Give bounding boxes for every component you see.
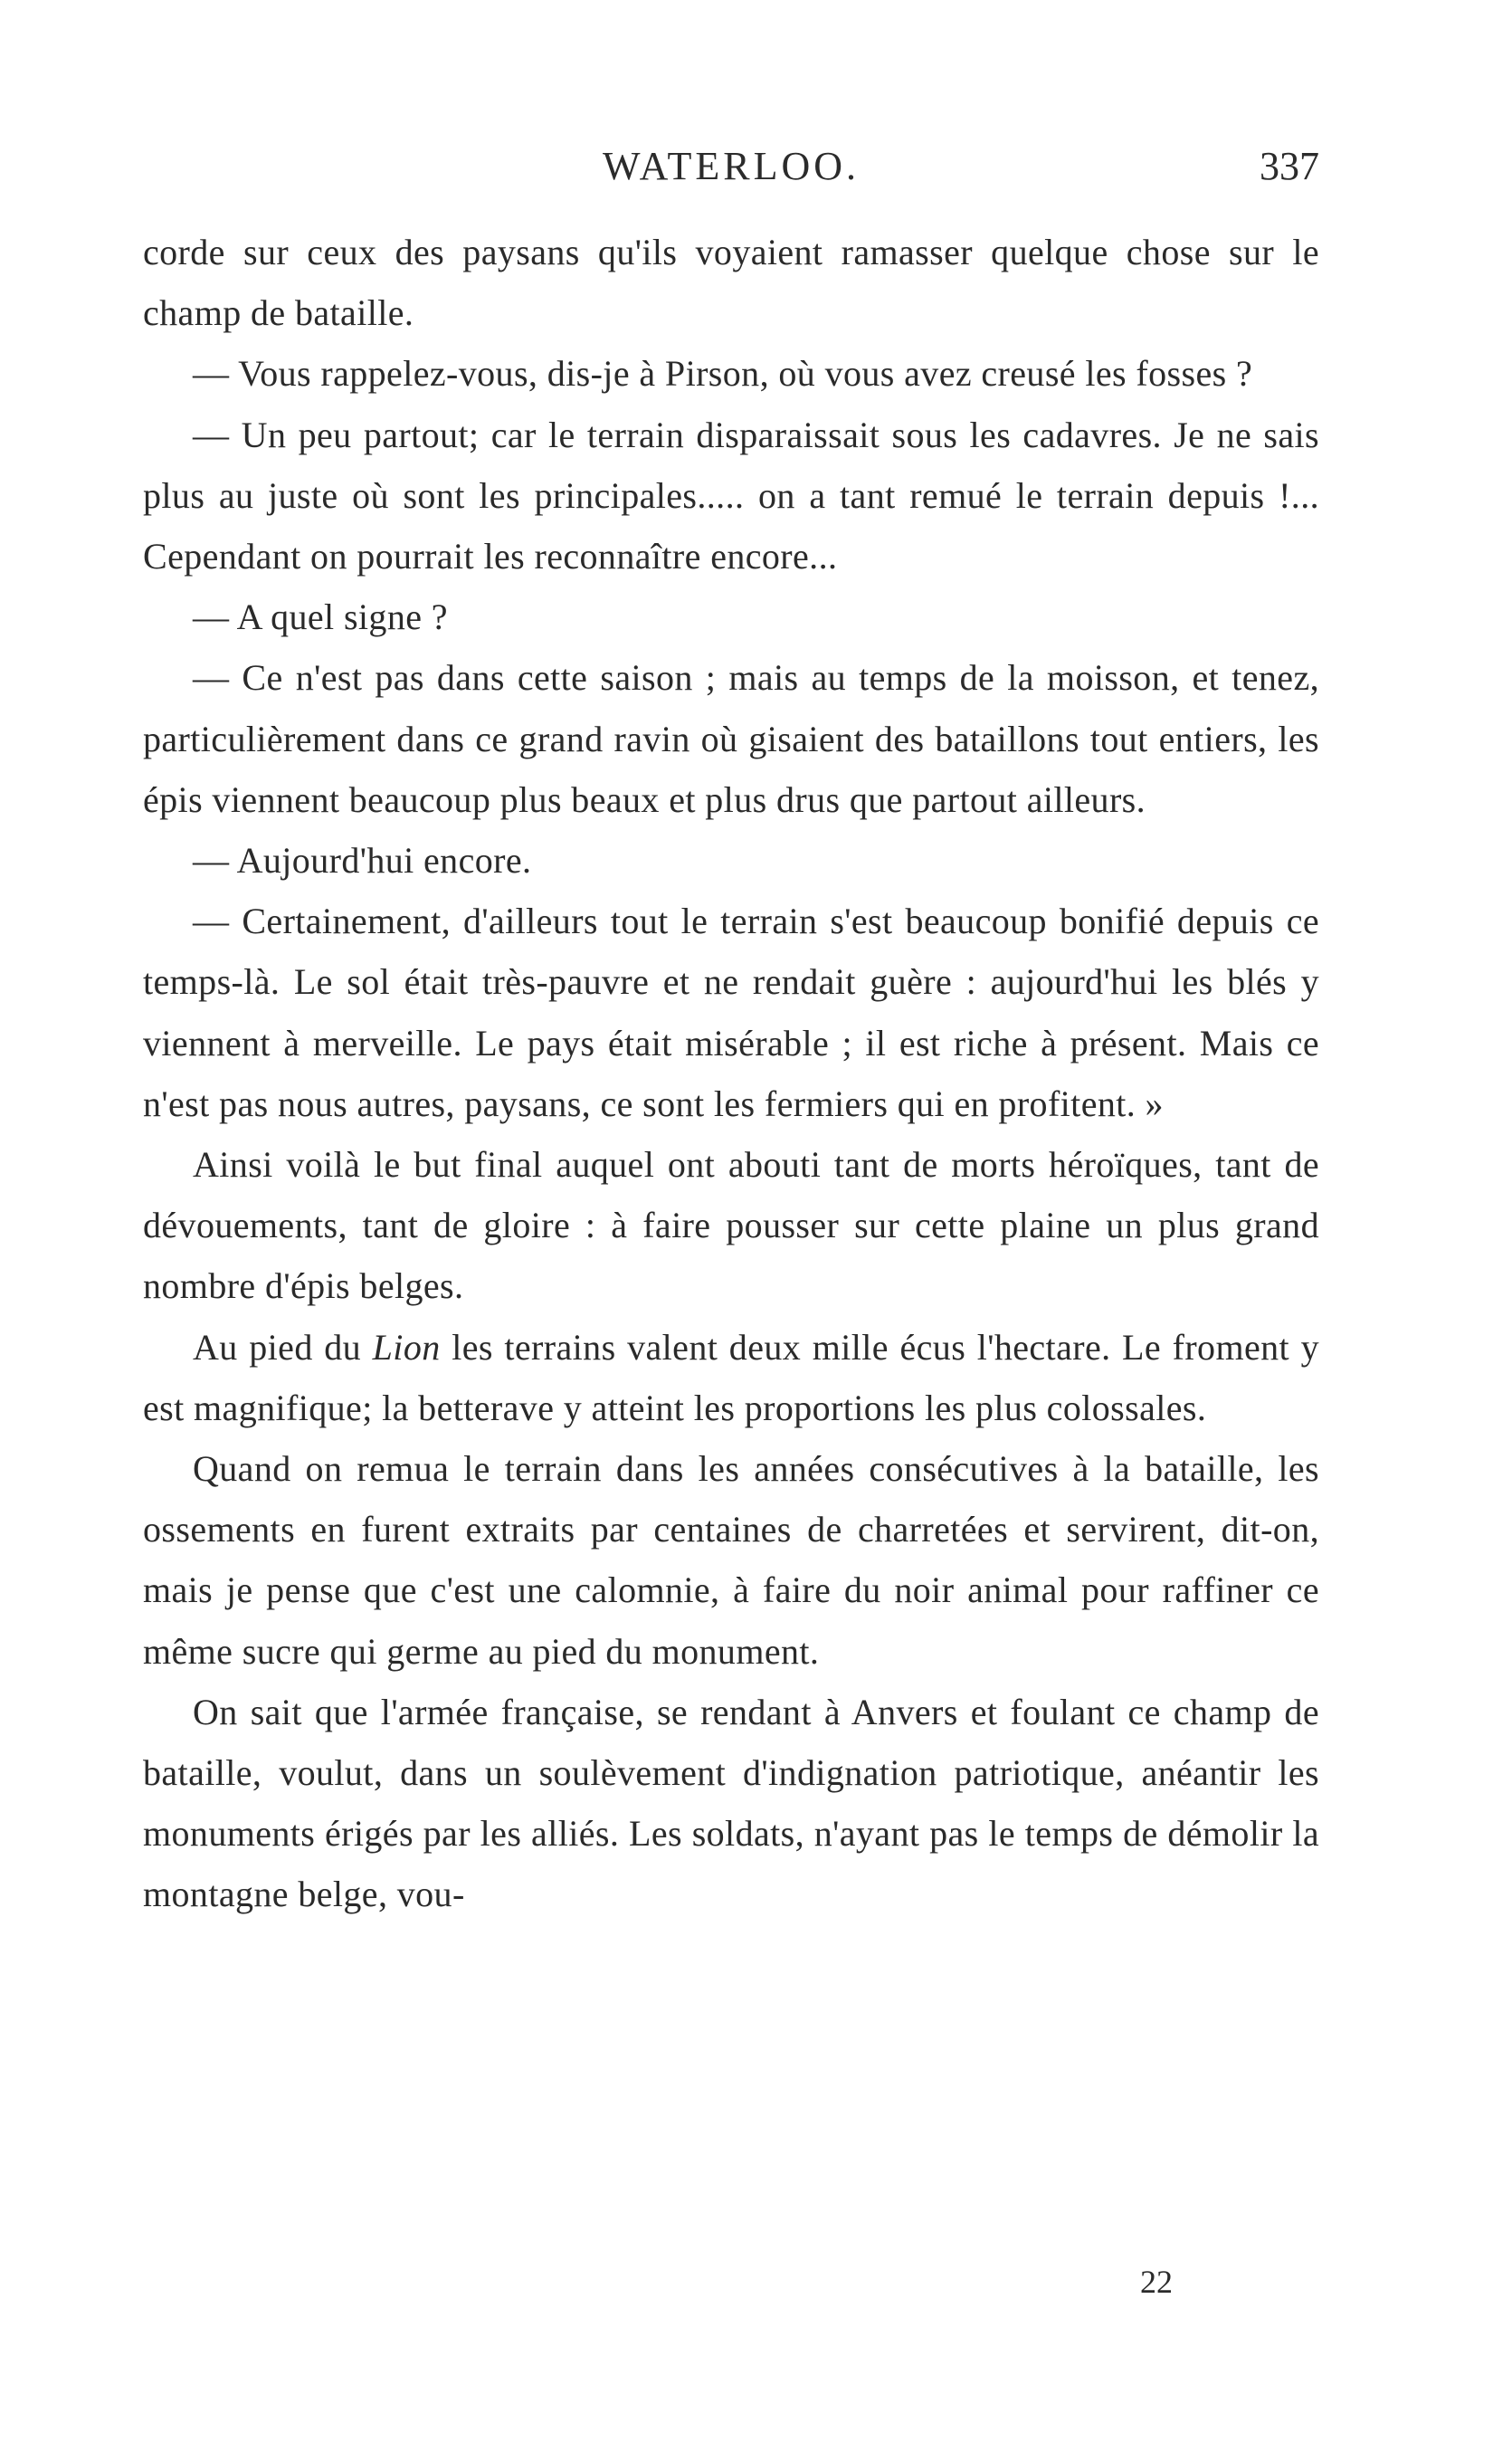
dialogue-answer-certainly: — Certainement, d'ailleurs tout le terrain s'est beaucoup bonifié depuis ce temps-là. Le sol était très-pauvre et ne rendait guère : aujourd'hui les blés y viennent à merveille. Le pays était misérable ; il est riche à présent. Mais ce n'est pas nous autres, paysans, ce sont les fermiers qui en profitent. » (143, 901, 1319, 1124)
dialogue-question-today: — Aujourd'hui encore. (193, 840, 532, 882)
body-text (143, 222, 1319, 1925)
page-number: 337 (1260, 144, 1319, 188)
lion-text-before: Au pied du (193, 1326, 373, 1368)
running-title: WATERLOO. (602, 144, 861, 188)
dialogue-answer-harvest: — Ce n'est pas dans cette saison ; mais au temps de la moisson, et tenez, particulièrement dans ce grand ravin où gisaient des bataillons tout entiers, les épis viennent beaucoup plus beaux et plus drus que partout ailleurs. (143, 657, 1319, 820)
paragraph-french-army: On sait que l'armée française, se rendant à Anvers et foulant ce champ de bataille, voulut, dans un soulèvement d'indignation patriotique, anéantir les monuments érigés par les alliés. Les soldats, n'ayant pas le temps de démolir la montagne belge, vou- (143, 1691, 1319, 1915)
paragraph-lion (143, 1317, 1319, 1438)
dialogue-question-sign: — A quel signe ? (193, 596, 448, 638)
signature-mark: 22 (1140, 2264, 1173, 2300)
lion-italic: Lion (372, 1326, 441, 1368)
paragraph-final-goal: Ainsi voilà le but final auquel ont abouti tant de morts héroïques, tant de dévouements, tant de gloire : à faire pousser sur cette plaine un plus grand nombre d'épis belges. (143, 1144, 1319, 1307)
lion-text-after: les terrains valent deux mille écus l'hectare. Le froment y est magnifique; la betterave y atteint les proportions les plus colossales. (143, 1326, 1319, 1428)
dialogue-answer-everywhere: — Un peu partout; car le terrain disparaissait sous les cadavres. Je ne sais plus au juste où sont les principales..... on a tant remué le terrain depuis !... Cependant on pourrait les reconnaître encore... (143, 414, 1319, 577)
running-head (143, 143, 1319, 197)
paragraph-bones: Quand on remua le terrain dans les années consécutives à la bataille, les ossements en furent extraits par centaines de charretées et servirent, dit-on, mais je pense que c'est une calomnie, à faire du noir animal pour raffiner ce même sucre qui germe au pied du monument. (143, 1448, 1319, 1672)
dialogue-question-graves: — Vous rappelez-vous, dis-je à Pirson, où vous avez creusé les fosses ? (193, 353, 1253, 395)
paragraph-continuation: corde sur ceux des paysans qu'ils voyaient ramasser quelque chose sur le champ de bataille. (143, 232, 1319, 334)
